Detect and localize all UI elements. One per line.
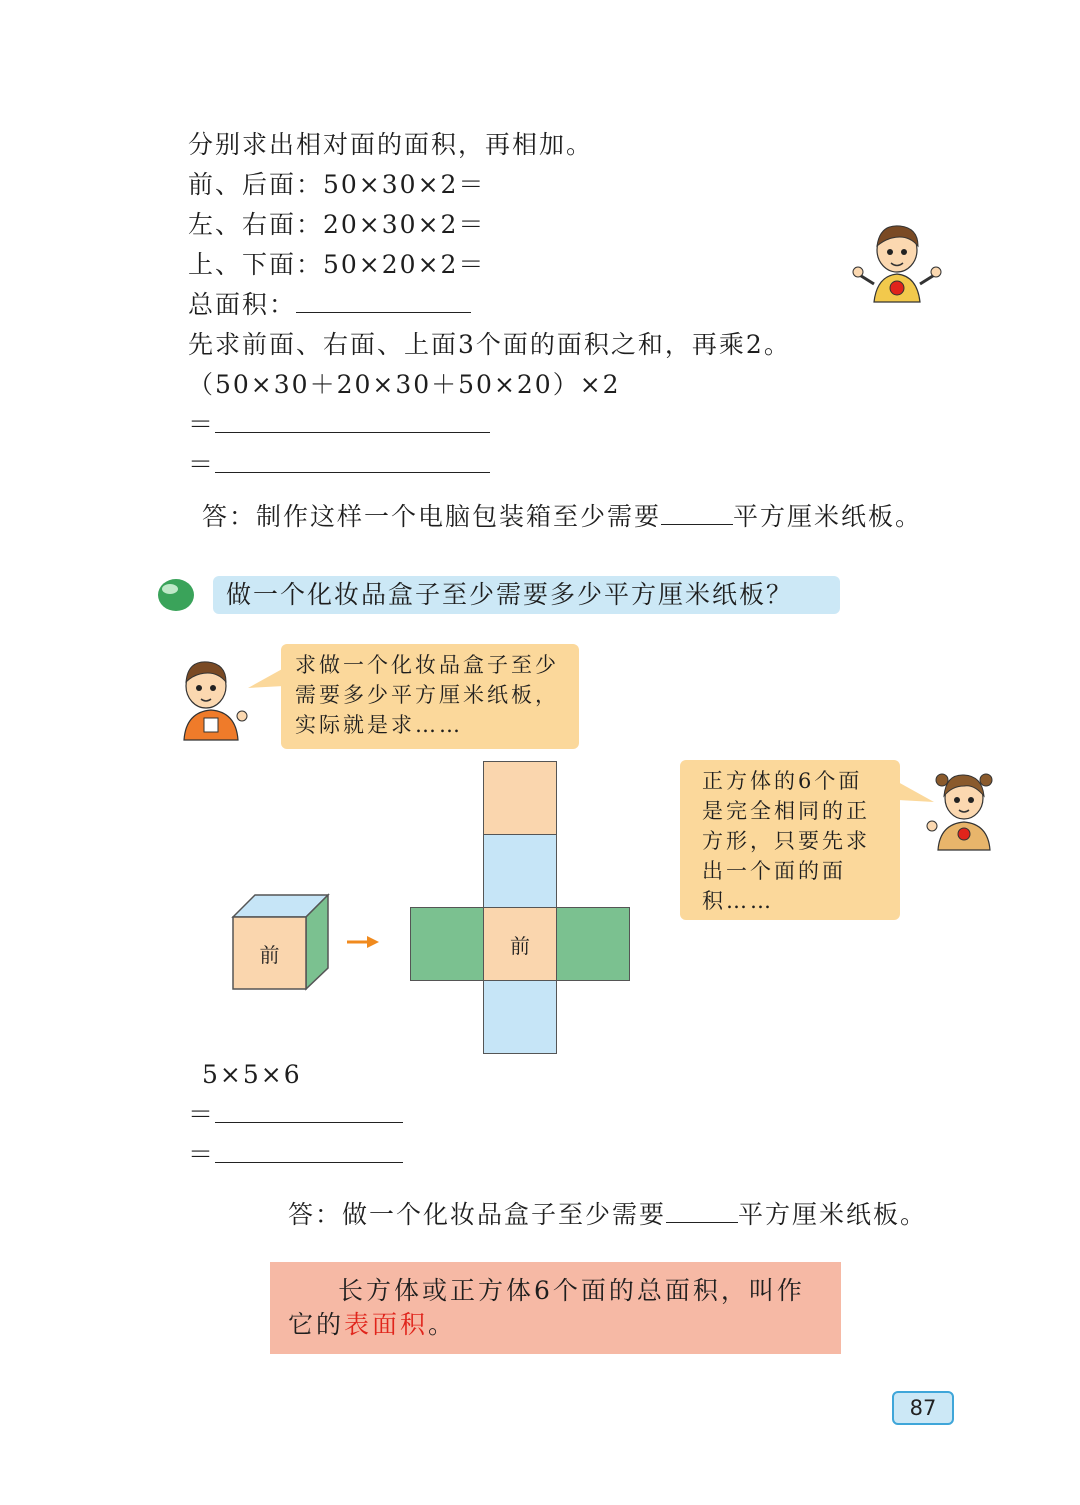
definition-term: 表面积 [344, 1310, 429, 1339]
answer-blank[interactable] [215, 412, 490, 433]
definition-text [288, 1274, 828, 1342]
total-area-line [188, 290, 471, 320]
method2-result-2 [188, 450, 490, 480]
girl-speech-bubble: 正方体的6个面是完全相同的正方形，只要先求出一个面的面积…… [680, 760, 900, 920]
equals-sign: ＝ [188, 1100, 216, 1129]
page-number: 87 [892, 1391, 954, 1425]
calc2-result-1 [188, 1100, 403, 1130]
definition-text-after: 。 [428, 1310, 457, 1339]
boy-speech-bubble: 求做一个化妆品盒子至少需要多少平方厘米纸板，实际就是求…… [281, 644, 579, 749]
answer-sentence-1 [202, 502, 922, 532]
net-front-label: 前 [510, 933, 530, 958]
girl-character-icon [924, 766, 1004, 852]
equals-sign: ＝ [188, 1140, 216, 1169]
method1-intro: 分别求出相对面的面积，再相加。 [188, 130, 594, 159]
answer-blank[interactable] [215, 1142, 403, 1163]
top-bottom-formula: 上、下面：50×20×2＝ [188, 250, 486, 279]
left-right-formula: 左、右面：20×30×2＝ [188, 210, 486, 239]
definition-text-before: 长方体或正方体6个面的总面积，叫作它的 [288, 1276, 805, 1339]
answer-blank[interactable] [215, 1102, 403, 1123]
net-face-left [410, 907, 484, 981]
answer1-suffix: 平方厘米纸板。 [733, 502, 923, 531]
green-ball-icon [156, 577, 196, 613]
question-title: 做一个化妆品盒子至少需要多少平方厘米纸板？ [226, 580, 794, 609]
total-area-label: 总面积： [188, 290, 297, 319]
method2-expression: （50×30＋20×30＋50×20）×2 [188, 370, 621, 399]
method2-intro: 先求前面、右面、上面3个面的面积之和，再乘2。 [188, 330, 791, 359]
net-face-upper [483, 834, 557, 908]
answer1-blank[interactable] [661, 504, 733, 525]
boy-character-icon [174, 652, 249, 742]
cube-front-label: 前 [259, 942, 280, 967]
answer-sentence-2 [288, 1200, 927, 1230]
method2-result-1 [188, 410, 490, 440]
calc2-result-2 [188, 1140, 403, 1170]
arrow-right-icon [345, 934, 381, 950]
front-back-formula: 前、后面：50×30×2＝ [188, 170, 486, 199]
bubble-tail [248, 668, 284, 692]
total-area-blank[interactable] [296, 292, 471, 313]
net-face-front [483, 907, 557, 981]
net-face-bottom [483, 980, 557, 1054]
answer2-prefix: 答：做一个化妆品盒子至少需要 [288, 1200, 667, 1229]
net-face-right [556, 907, 630, 981]
answer1-prefix: 答：制作这样一个电脑包装箱至少需要 [202, 502, 662, 531]
boy-character-icon [852, 214, 942, 304]
answer2-blank[interactable] [666, 1202, 738, 1223]
equals-sign: ＝ [188, 450, 216, 479]
calc2-expression: 5×5×6 [202, 1060, 302, 1089]
answer-blank[interactable] [215, 452, 490, 473]
answer2-suffix: 平方厘米纸板。 [738, 1200, 928, 1229]
net-face-top [483, 761, 557, 835]
equals-sign: ＝ [188, 410, 216, 439]
